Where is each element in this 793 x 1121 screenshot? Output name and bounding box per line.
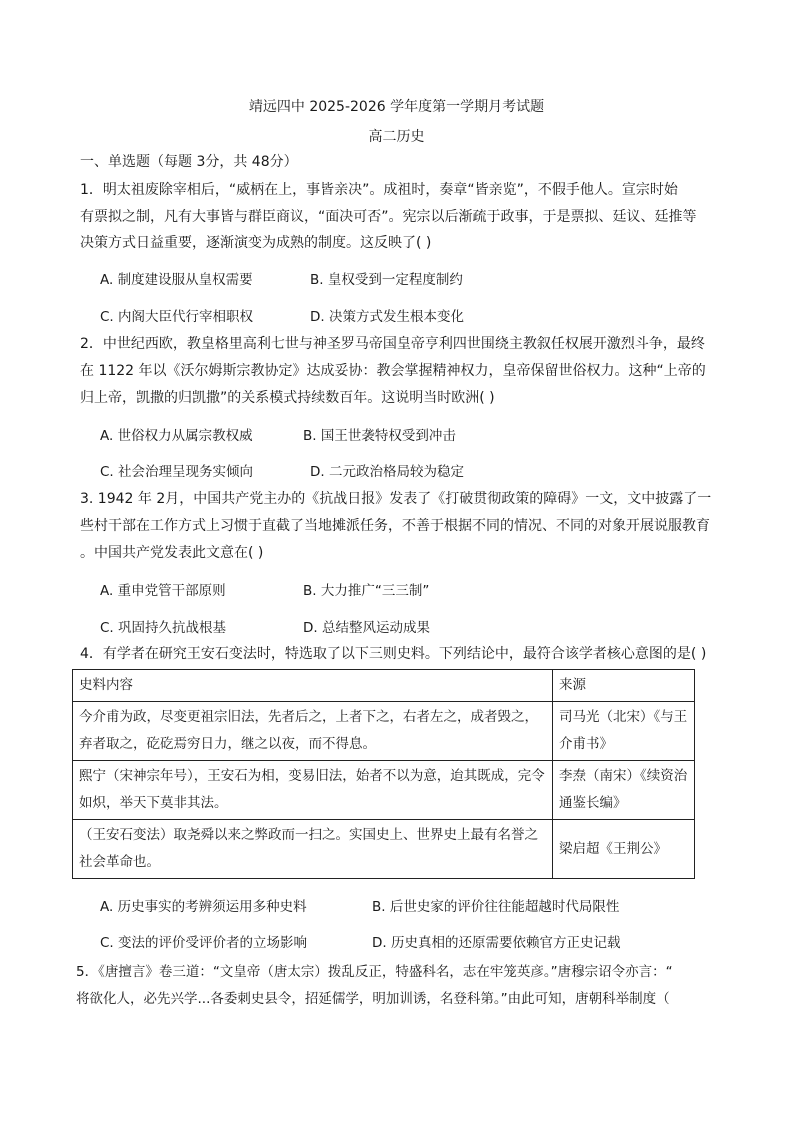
table-cell-source: 李焘（南宋）《续资治通鉴长编》 [553,761,695,820]
table-cell-source: 梁启超《王荆公》 [553,820,695,879]
question-1-line-1: 1．明太祖废除宰相后，“威柄在上，事皆亲决”。成祖时，奏章“皆亲览”，不假手他人。宣宗时始 [80,182,678,198]
question-1-option-d: D. 决策方式发生根本变化 [310,309,464,325]
table-cell-content: （王安石变法）取尧舜以来之弊政而一扫之。实国史上、世界史上最有名誉之社会革命也。 [73,820,553,879]
question-1-option-b: B. 皇权受到一定程度制约 [310,272,463,288]
question-2-option-d: D. 二元政治格局较为稳定 [310,464,464,480]
question-1-option-c: C. 内阁大臣代行宰相职权 [100,309,254,325]
table-cell-content: 今介甫为政，尽变更祖宗旧法，先者后之，上者下之，右者左之，成者毁之，弃者取之，矻矻焉穷日力，继之以夜，而不得息。 [73,702,553,761]
question-2-option-c: C. 社会治理呈现务实倾向 [100,464,254,480]
table-header-source: 来源 [553,670,695,702]
table-cell-source: 司马光（北宋）《与王介甫书》 [553,702,695,761]
question-4-option-a: A. 历史事实的考辨须运用多种史料 [100,899,307,915]
question-4-stem: 4．有学者在研究王安石变法时，特选取了以下三则史料。下列结论中，最符合该学者核心意图的是( ) [80,646,707,662]
question-2-line-1: 2．中世纪西欧，教皇格里高利七世与神圣罗马帝国皇帝亨利四世围绕主教叙任权展开激烈斗争，最终 [80,336,705,352]
question-2-option-b: B. 国王世袭特权受到冲击 [303,428,456,444]
question-2-option-a: A. 世俗权力从属宗教权威 [100,428,253,444]
question-5-line-2: 将欲化人，必先兴学...各委刺史县令，招延儒学，明加训诱，名登科第。”由此可知，唐朝科举制度（ [76,991,670,1007]
question-3-line-3: 。中国共产党发表此文意在( ) [80,545,264,561]
question-3-option-b: B. 大力推广“三三制” [303,583,430,599]
table-row [73,820,695,879]
question-3-option-c: C. 巩固持久抗战根基 [100,620,227,636]
question-1-line-2: 有票拟之制，凡有大事皆与群臣商议，“面决可否”。宪宗以后渐疏于政事，于是票拟、廷议、廷推等 [80,209,697,225]
section-heading: 一、单选题（每题 3分，共 48分） [80,154,298,170]
exam-subtitle: 高二历史 [368,129,425,145]
question-4-option-b: B. 后世史家的评价往往能超越时代局限性 [372,899,620,915]
table-row [73,702,695,761]
question-3-option-d: D. 总结整风运动成果 [303,620,430,636]
table-cell-content: 熙宁（宋神宗年号），王安石为相，变易旧法，始者不以为意，迨其既成，完令如炽，举天下莫非其法。 [73,761,553,820]
question-3-line-2: 些村干部在工作方式上习惯于直截了当地摊派任务，不善于根据不同的情况、不同的对象开展说服教育 [80,518,710,534]
question-3-option-a: A. 重申党管干部原则 [100,583,226,599]
table-row [73,761,695,820]
question-1-option-a: A. 制度建设服从皇权需要 [100,272,253,288]
exam-title: 靖远四中 2025-2026 学年度第一学期月考试题 [248,99,545,115]
question-2-line-2: 在 1122 年以《沃尔姆斯宗教协定》达成妥协：教会掌握精神权力，皇帝保留世俗权力。这种“上帝的 [80,363,706,379]
source-table [72,669,695,879]
question-2-line-3: 归上帝，凯撒的归凯撒”的关系模式持续数百年。这说明当时欧洲( ) [80,390,495,406]
question-3-line-1: 3. 1942 年 2月，中国共产党主办的《抗战日报》发表了《打破贯彻政策的障碍》一文，文中披露了一 [80,491,712,507]
question-4-option-d: D. 历史真相的还原需要依赖官方正史记载 [372,935,621,951]
question-5-line-1: 5．《唐擅言》卷三道：“文皇帝（唐太宗）拨乱反正，特盛科名，志在牢笼英彦。”唐穆宗诏令亦言：“ [76,964,673,980]
question-4-option-c: C. 变法的评价受评价者的立场影响 [100,935,308,951]
table-header-row [73,670,695,702]
table-header-content: 史料内容 [73,670,553,702]
question-1-line-3: 决策方式日益重要，逐渐演变为成熟的制度。这反映了( ) [80,235,432,251]
